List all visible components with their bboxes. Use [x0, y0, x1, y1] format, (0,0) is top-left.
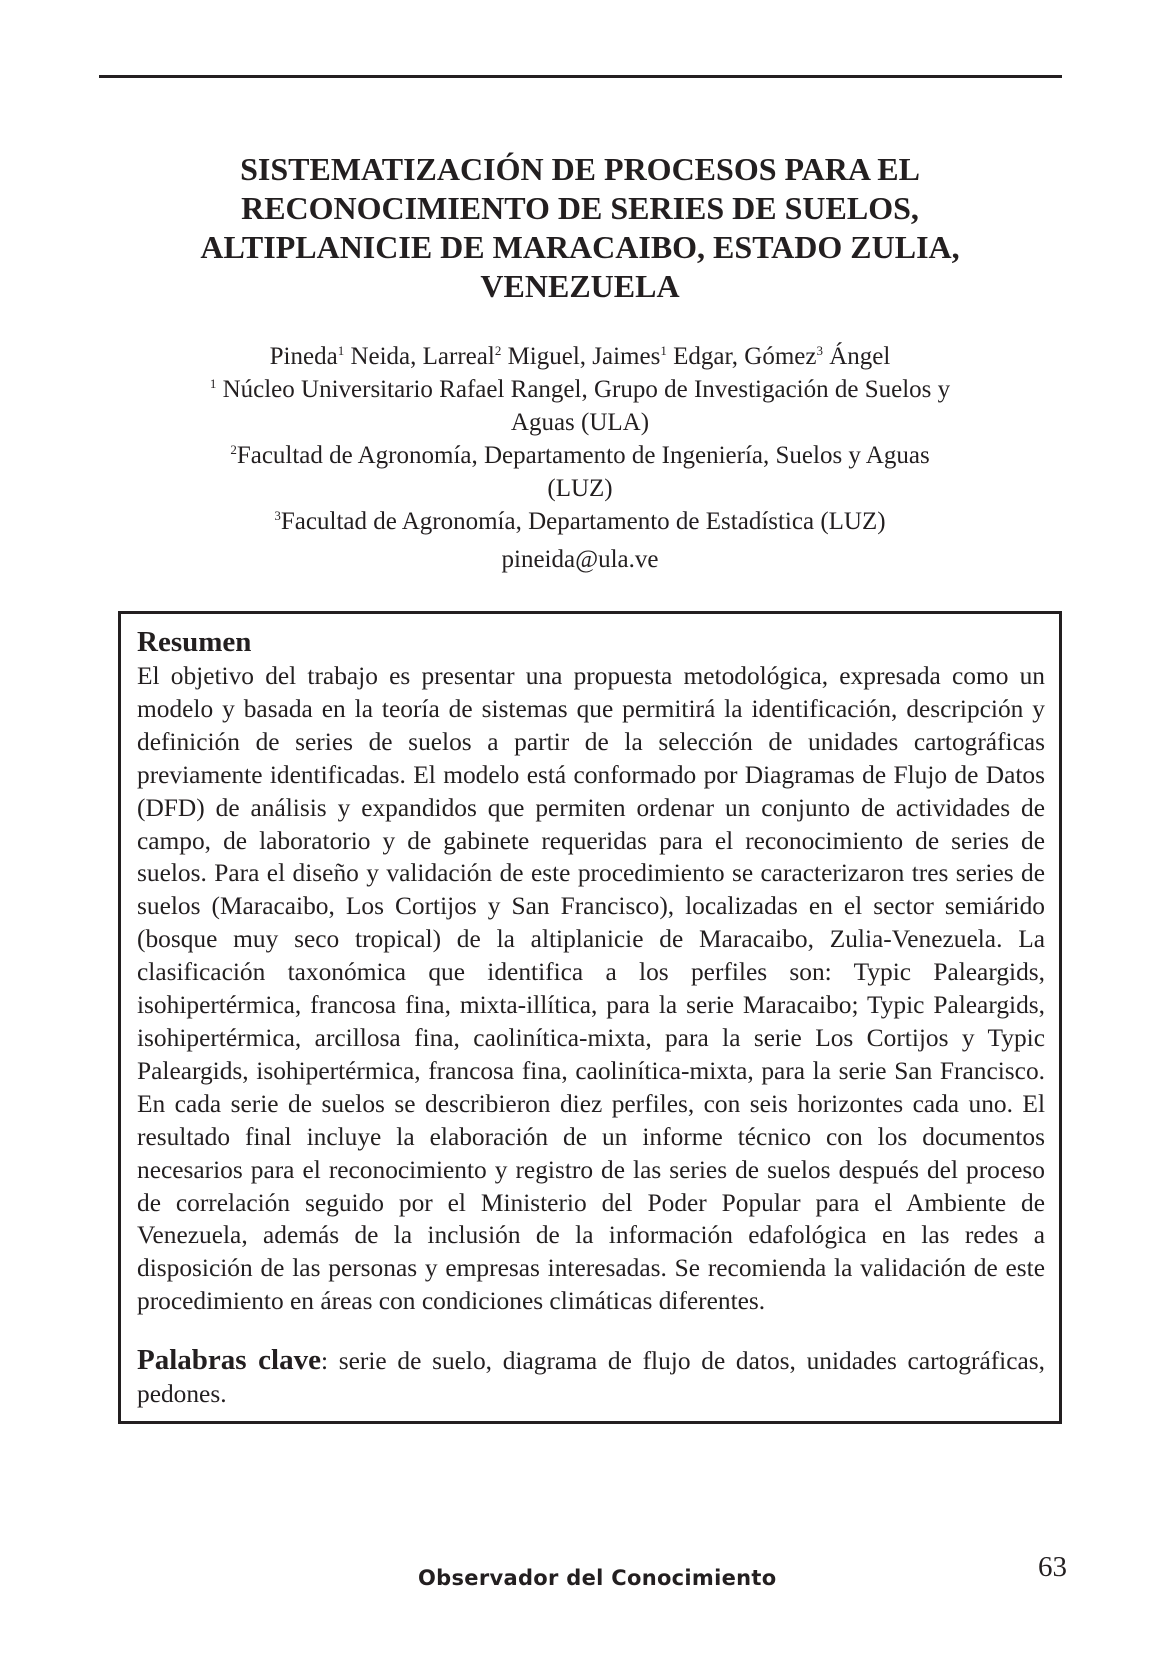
- author-block: [120, 340, 1040, 576]
- keywords-label: Palabras clave: [137, 1344, 321, 1377]
- affiliation-1: $^1$ Núcleo Universitario Rafael Rangel, Grupo de Investigación de Suelos y: [209, 376, 951, 403]
- header-rule: [99, 75, 1062, 78]
- keywords-text: serie de suelo, diagrama de flujo de datos, unidades cartográficas, pedones.: [137, 1347, 1045, 1409]
- keywords: [137, 1344, 1045, 1411]
- email-link[interactable]: pineida@ula.ve: [501, 546, 659, 573]
- keywords-separator: :: [320, 1347, 329, 1376]
- title-line: RECONOCIMIENTO DE SERIES DE SUELOS,: [241, 190, 919, 226]
- title-line: VENEZUELA: [480, 268, 680, 304]
- affiliation-3: $^3$Facultad de Agronomía, Departamento de Estadística (LUZ): [274, 508, 886, 535]
- title-line: ALTIPLANICIE DE MARACAIBO, ESTADO ZULIA,: [200, 229, 960, 265]
- author-list: Pineda$^1$ Neida, Larreal$^2$ Miguel, Jaimes$^1$ Edgar, Gómez$^3$ Ángel: [269, 343, 891, 370]
- page-number: 63: [1038, 1551, 1067, 1583]
- affiliation-1-cont: Aguas (ULA): [510, 409, 650, 436]
- abstract-heading: Resumen: [137, 626, 252, 658]
- abstract-content: [118, 611, 1062, 1424]
- affiliation-2-cont: (LUZ): [547, 475, 613, 502]
- abstract-body: El objetivo del trabajo es presentar una propuesta metodológica, expresada como un modelo y basada en la teoría de sistemas que permitirá la identificación, descripción y definición de series de suelos a partir de la selección de unidades cartográficas previamente identificadas. El modelo está conformado por Diagramas de Flujo de Datos (DFD) de análisis y expandidos que permiten ordenar un conjunto de actividades de campo, de laboratorio y de gabinete requeridas para el reconocimiento de series de suelos. Para el diseño y validación de este procedimiento se caracterizaron tres series de suelos (Maracaibo, Los Cortijos y San Francisco), localizadas en el sector semiárido (bosque muy seco tropical) de la altiplanicie de Maracaibo, Zulia-Venezuela. La clasificación taxonómica que identifica a los perfiles son: Typic Paleargids, isohipertérmica, francosa fina, mixta-illítica, para la serie Maracaibo; Typic Paleargids, isohipertérmica, arcillosa fina, caolinítica-mixta, para la serie Los Cortijos y Typic Paleargids, isohipertérmica, francosa fina, caolinítica-mixta, para la serie San Francisco. En cada serie de suelos se describieron diez perfiles, con seis horizontes cada uno. El resultado final incluye la elaboración de un informe técnico con los documentos necesarios para el reconocimiento y registro de las series de suelos después del proceso de correlación seguido por el Ministerio del Poder Popular para el Ambiente de Venezuela, además de la inclusión de la información edafológica en las redes a disposición de las personas y empresas interesadas. Se recomienda la validación de este procedimiento en áreas con condiciones climáticas diferentes.: [137, 662, 1045, 1316]
- title-line: SISTEMATIZACIÓN DE PROCESOS PARA EL: [240, 151, 920, 187]
- paper-title: [140, 150, 1020, 306]
- journal-name: Observador del Conocimiento: [418, 1566, 777, 1590]
- affiliation-2: $^2$Facultad de Agronomía, Departamento de Ingeniería, Suelos y Aguas: [230, 442, 930, 469]
